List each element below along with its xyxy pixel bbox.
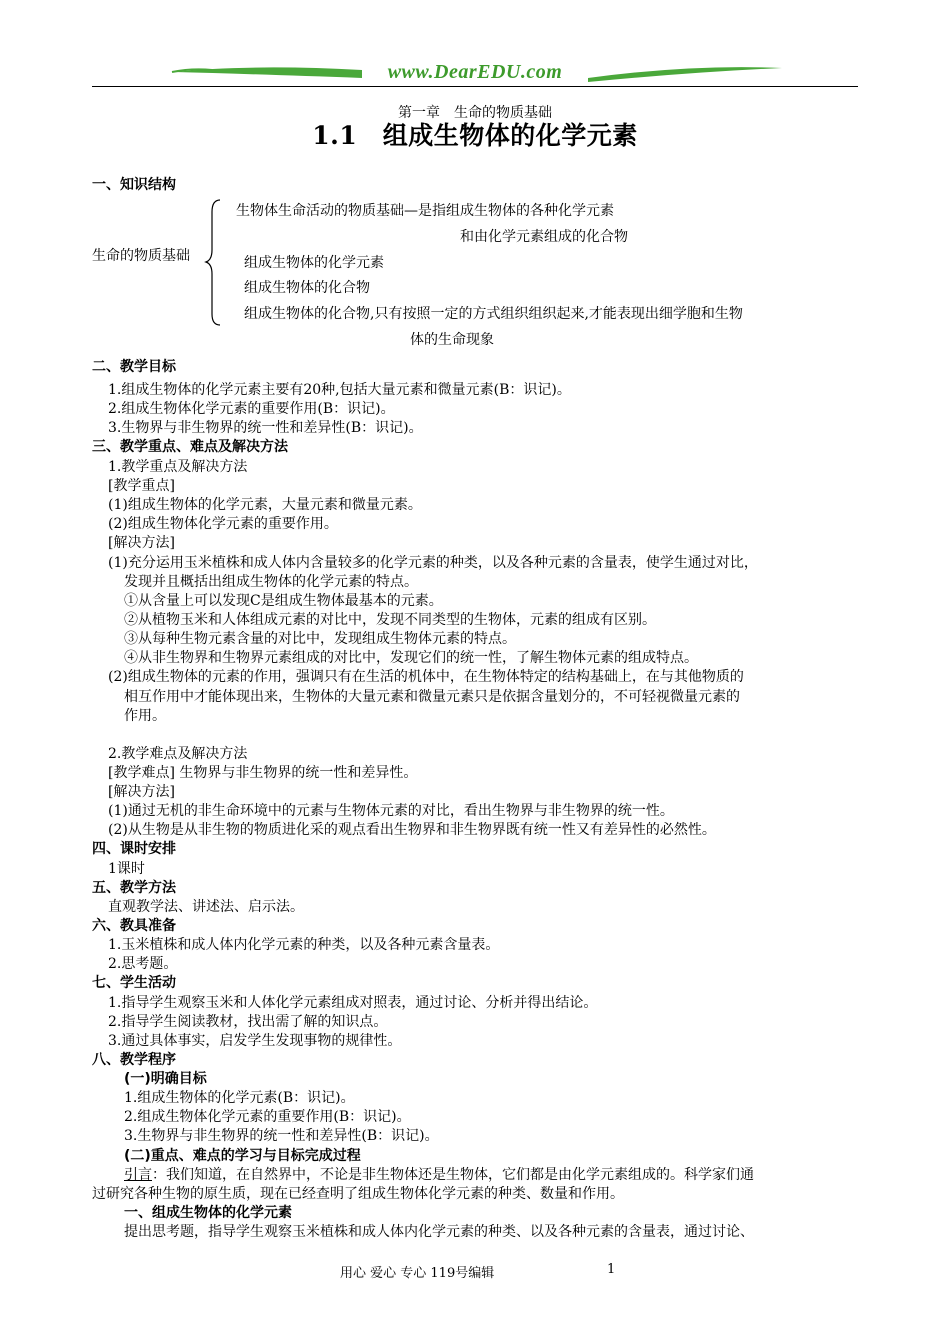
- list-item: 2.组成生物体化学元素的重要作用(B：识记)。: [108, 401, 395, 417]
- paragraph: 提出思考题，指导学生观察玉米植株和成人体内化学元素的种类、以及各种元素的含量表，通过讨论、: [124, 1224, 754, 1240]
- list-item: 3.生物界与非生物界的统一性和差异性(B：识记)。: [108, 420, 423, 436]
- subsection-heading: (一)明确目标: [124, 1071, 207, 1087]
- structure-branch: 组成生物体的化合物: [244, 280, 370, 296]
- structure-branch: 组成生物体的化合物,只有按照一定的方式组织组织起来,才能表现出细学胞和生物: [244, 306, 743, 322]
- intro-label: 引言: [124, 1167, 152, 1183]
- paragraph: [解决方法]: [108, 784, 175, 800]
- list-item: 2.思考题。: [108, 956, 178, 972]
- paragraph: (1)充分运用玉米植株和成人体内含量较多的化学元素的种类，以及各种元素的含量表，使学生通过对比，: [108, 555, 758, 571]
- structure-branch: 组成生物体的化学元素: [244, 255, 384, 271]
- paragraph: 1课时: [108, 861, 145, 877]
- list-item: 1.指导学生观察玉米和人体化学元素组成对照表，通过讨论、分析并得出结论。: [108, 995, 598, 1011]
- structure-branch: 体的生命现象: [410, 332, 494, 348]
- paragraph: ③从每种生物元素含量的对比中，发现组成生物体元素的特点。: [124, 631, 516, 647]
- paragraph: (2)组成生物体化学元素的重要作用。: [108, 516, 338, 532]
- section-heading: 二、教学目标: [92, 359, 176, 375]
- list-item: 1.组成生物体的化学元素主要有20种,包括大量元素和微量元素(B：识记)。: [108, 382, 571, 398]
- subsection-heading: (二)重点、难点的学习与目标完成过程: [124, 1148, 361, 1164]
- list-item: 3.生物界与非生物界的统一性和差异性(B：识记)。: [124, 1128, 439, 1144]
- section-heading: 五、教学方法: [92, 880, 176, 896]
- paragraph: 过研究各种生物的原生质，现在已经查明了组成生物体化学元素的种类、数量和作用。: [92, 1186, 624, 1202]
- paragraph: ①从含量上可以发现C是组成生物体最基本的元素。: [124, 593, 443, 609]
- paragraph: (1)通过无机的非生命环境中的元素与生物体元素的对比，看出生物界与非生物界的统一性。: [108, 803, 674, 819]
- paragraph: 2.教学难点及解决方法: [108, 746, 248, 762]
- structure-branch: 生物体生命活动的物质基础—是指组成生物体的各种化学元素: [236, 203, 614, 219]
- paragraph: 1.教学重点及解决方法: [108, 459, 248, 475]
- paragraph: 相互作用中才能体现出来，生物体的大量元素和微量元素只是依据含量划分的，不可轻视微量元素的: [124, 689, 740, 705]
- list-item: 1.组成生物体的化学元素(B：识记)。: [124, 1090, 355, 1106]
- section-heading: 七、学生活动: [92, 975, 176, 991]
- paragraph: (2)从生物是从非生物的物质进化采的观点看出生物界和非生物界既有统一性又有差异性的必然性。: [108, 822, 716, 838]
- list-item: 2.指导学生阅读教材，找出需了解的知识点。: [108, 1014, 388, 1030]
- brace-icon: [204, 198, 224, 328]
- section-heading: 六、教具准备: [92, 918, 176, 934]
- list-item: 1.玉米植株和成人体内化学元素的种类，以及各种元素含量表。: [108, 937, 500, 953]
- paragraph: [124, 1166, 754, 1184]
- section-heading: 三、教学重点、难点及解决方法: [92, 439, 288, 455]
- subsection-heading: 一、组成生物体的化学元素: [124, 1205, 292, 1221]
- paragraph: ②从植物玉米和人体组成元素的对比中，发现不同类型的生物体，元素的组成有区别。: [124, 612, 656, 628]
- site-logo: www.DearEDU.com: [387, 61, 563, 83]
- structure-root: 生命的物质基础: [92, 248, 190, 264]
- section-heading: 一、知识结构: [92, 177, 176, 193]
- structure-branch: 和由化学元素组成的化合物: [460, 229, 628, 245]
- paragraph: [教学难点] 生物界与非生物界的统一性和差异性。: [108, 765, 418, 781]
- page-title: 1.1 组成生物体的化学元素: [312, 121, 638, 150]
- paragraph: (1)组成生物体的化学元素，大量元素和微量元素。: [108, 497, 422, 513]
- paragraph: 作用。: [124, 708, 166, 724]
- paragraph: [解决方法]: [108, 535, 175, 551]
- footer-text: 用心 爱心 专心 119号编辑: [340, 1266, 495, 1281]
- list-item: 3.通过具体事实，启发学生发现事物的规律性。: [108, 1033, 402, 1049]
- intro-text: ：我们知道，在自然界中，不论是非生物体还是生物体，它们都是由化学元素组成的。科学家们通: [152, 1167, 754, 1183]
- header-rule: [92, 86, 858, 87]
- paragraph: ④从非生物界和生物界元素组成的对比中，发现它们的统一性，了解生物体元素的组成特点。: [124, 650, 698, 666]
- paragraph: (2)组成生物体的元素的作用，强调只有在生活的机体中，在生物体特定的结构基础上，在与其他物质的: [108, 669, 744, 685]
- paragraph: 发现并且概括出组成生物体的化学元素的特点。: [124, 574, 418, 590]
- section-heading: 八、教学程序: [92, 1052, 176, 1068]
- page-number: 1: [607, 1262, 616, 1277]
- list-item: 2.组成生物体化学元素的重要作用(B：识记)。: [124, 1109, 411, 1125]
- section-heading: 四、课时安排: [92, 841, 176, 857]
- chapter-heading: 第一章 生命的物质基础: [398, 105, 552, 121]
- paragraph: 直观教学法、讲述法、启示法。: [108, 899, 304, 915]
- paragraph: [教学重点]: [108, 478, 175, 494]
